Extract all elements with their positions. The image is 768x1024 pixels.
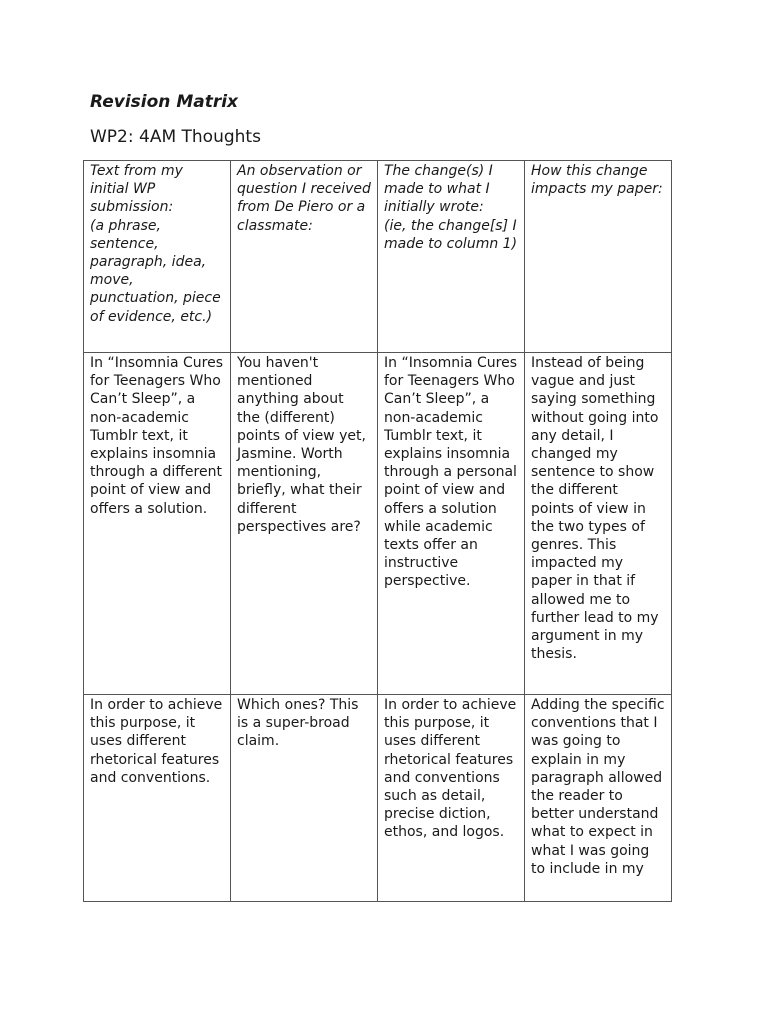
table-cell <box>378 353 525 695</box>
document-subtitle: WP2: 4AM Thoughts <box>90 127 261 147</box>
header-cell-impact <box>525 161 672 353</box>
document-title: Revision Matrix <box>90 92 239 112</box>
cell-text: Which ones? This is a super-broad claim. <box>237 697 359 750</box>
table-cell <box>231 353 378 695</box>
cell-text: In order to achieve this purpose, it uses different rhetorical features and conventions. <box>90 697 223 786</box>
table-row <box>84 353 672 695</box>
header-cell-changes <box>378 161 525 353</box>
cell-text: You haven't mentioned anything about the (different) points of view yet, Jasmine. Worth mentioning, briefly, what their different perspectives are? <box>237 355 366 535</box>
table-header-row <box>84 161 672 353</box>
header-cell-text: Text from my initial WP submission: (a phrase, sentence, paragraph, idea, move, punctuation, piece of evidence, etc.) <box>90 163 221 325</box>
table-row <box>84 695 672 902</box>
cell-text: In “Insomnia Cures for Teenagers Who Can’t Sleep”, a non-academic Tumblr text, it explains insomnia through a personal point of view and offers a solution while academic texts offer an instructive perspective. <box>384 355 517 590</box>
table-cell <box>525 695 672 902</box>
cell-text: Instead of being vague and just saying something without going into any detail, I changed my sentence to show the different points of view in the two types of genres. This impacted my paper in that if allowed me to further lead to my argument in my thesis. <box>531 355 659 663</box>
header-cell-initial-text <box>84 161 231 353</box>
cell-text: Adding the specific conventions that I was going to explain in my paragraph allowed the reader to better understand what to expect in what I was going to include in my <box>531 697 665 877</box>
header-cell-text: How this change impacts my paper: <box>531 163 663 198</box>
cell-text: In “Insomnia Cures for Teenagers Who Can’t Sleep”, a non-academic Tumblr text, it explains insomnia through a different point of view and offers a solution. <box>90 355 223 517</box>
table-cell <box>231 695 378 902</box>
header-cell-observation <box>231 161 378 353</box>
header-cell-text: The change(s) I made to what I initially wrote: (ie, the change[s] I made to column 1) <box>384 163 518 252</box>
table-cell <box>84 695 231 902</box>
header-cell-text: An observation or question I received from De Piero or a classmate: <box>237 163 371 234</box>
cell-text: In order to achieve this purpose, it uses different rhetorical features and conventions such as detail, precise diction, ethos, and logos. <box>384 697 517 841</box>
table-cell <box>525 353 672 695</box>
table-cell <box>84 353 231 695</box>
table-cell <box>378 695 525 902</box>
revision-matrix-table <box>83 160 672 902</box>
